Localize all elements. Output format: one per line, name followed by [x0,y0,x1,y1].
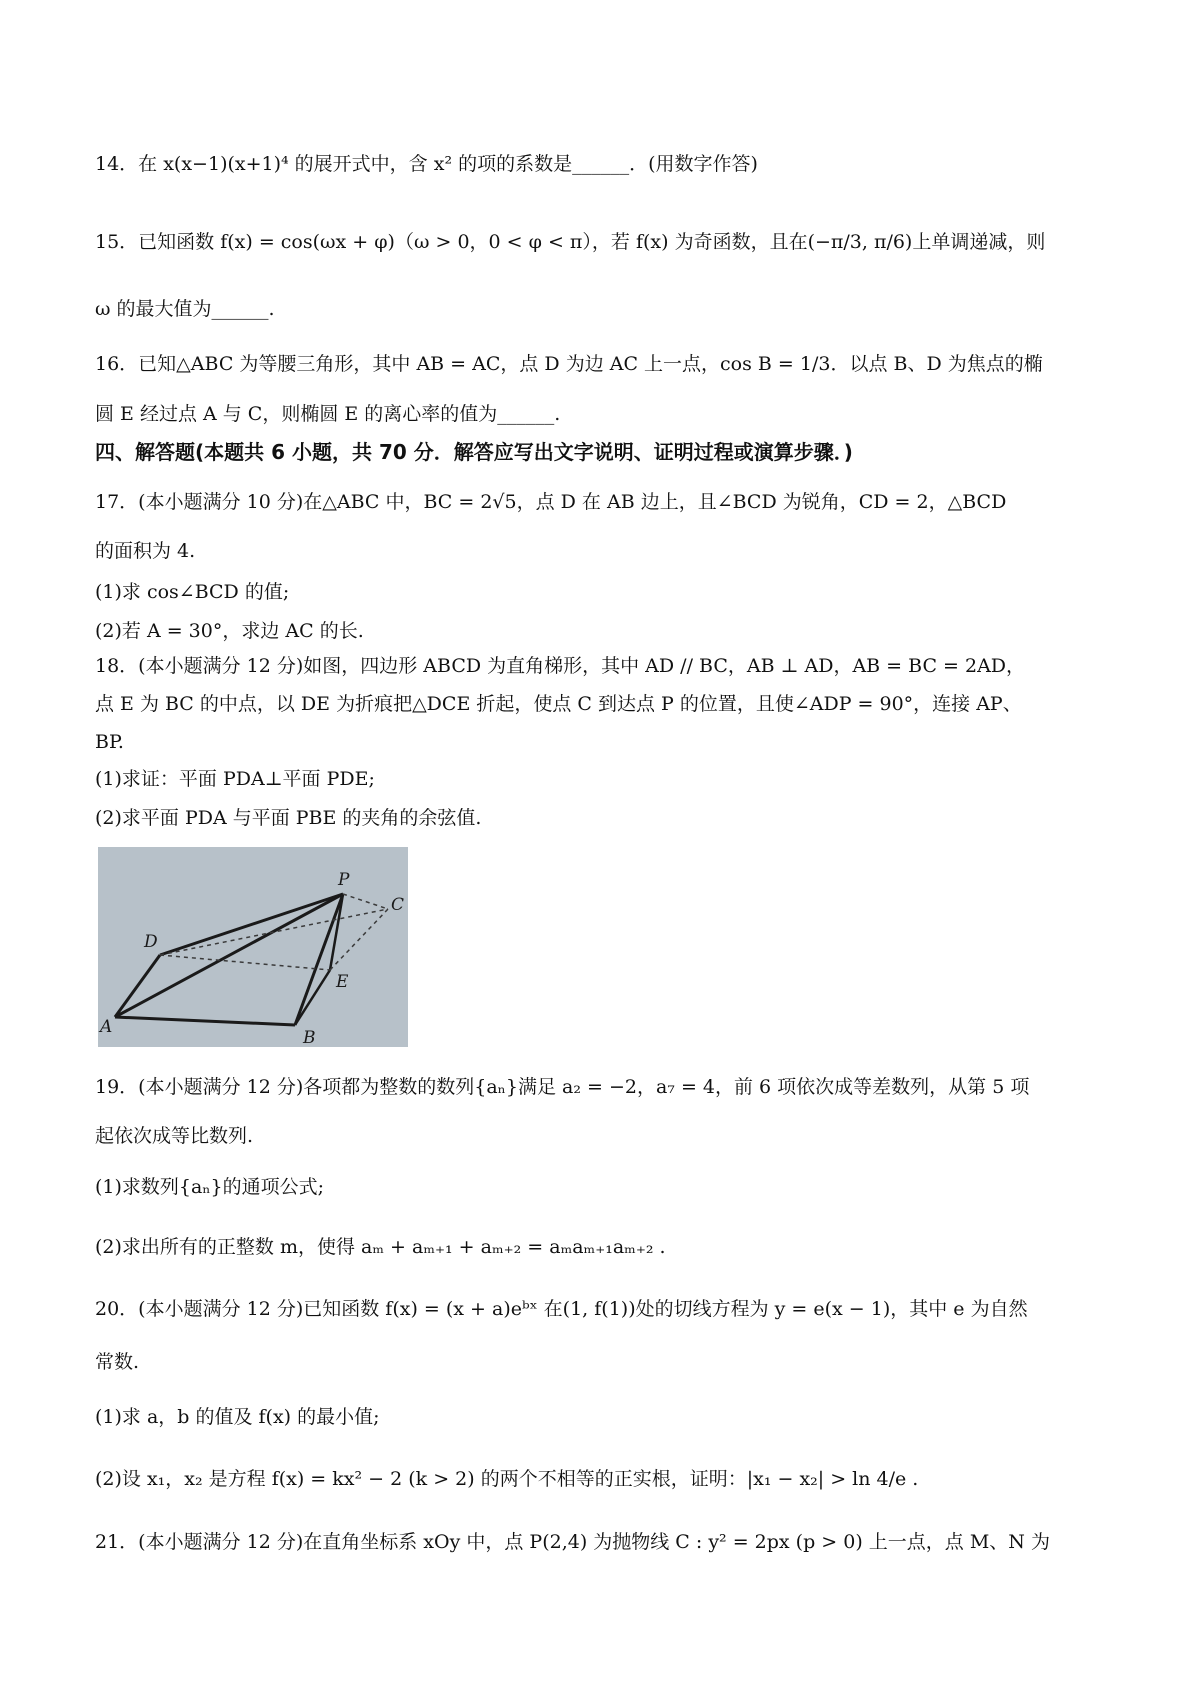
question-18-line2: 点 E 为 BC 的中点，以 DE 为折痕把△DCE 折起，使点 C 到达点 P 的位置，且使∠ADP = 90°，连接 AP、 [95,693,1022,715]
question-17-part1: (1)求 cos∠BCD 的值; [95,581,290,603]
label-P: P [338,870,350,890]
question-21-line1: 21．(本小题满分 12 分)在直角坐标系 xOy 中，点 P(2,4) 为抛物线 C : y² = 2px (p > 0) 上一点，点 M、N 为 [95,1531,1050,1553]
section-4-heading: 四、解答题(本题共 6 小题，共 70 分．解答应写出文字说明、证明过程或演算步骤．) [95,440,853,464]
geometry-figure [98,847,408,1047]
question-15-line2: ω 的最大值为______. [95,298,275,320]
question-15-line1: 15．已知函数 f(x) = cos(ωx + φ)（ω > 0，0 < φ < π），若 f(x) 为奇函数，且在(−π/3, π/6)上单调递减，则 [95,231,1046,253]
label-D: D [144,932,158,952]
question-17-line1: 17．(本小题满分 10 分)在△ABC 中，BC = 2√5，点 D 在 AB 边上，且∠BCD 为锐角，CD = 2，△BCD [95,491,1007,513]
question-19-line2: 起依次成等比数列. [95,1125,254,1147]
edge-AP [115,894,343,1017]
question-17-line2: 的面积为 4. [95,540,196,562]
edge-DP [160,894,343,955]
label-A: A [100,1017,113,1037]
question-16-line2: 圆 E 经过点 A 与 C，则椭圆 E 的离心率的值为______. [95,403,561,425]
label-C: C [391,895,405,915]
question-17-part2: (2)若 A = 30°，求边 AC 的长. [95,620,364,642]
pyramid-diagram [98,847,408,1047]
edge-PC [343,894,388,909]
question-18-line3: BP. [95,731,124,753]
edge-AD [115,955,160,1017]
edge-PB [295,894,343,1025]
label-E: E [336,972,349,992]
question-16-line1: 16．已知△ABC 为等腰三角形，其中 AB = AC，点 D 为边 AC 上一点，cos B = 1/3．以点 B、D 为焦点的椭 [95,353,1043,375]
question-18-part1: (1)求证：平面 PDA⊥平面 PDE; [95,768,375,790]
question-19-line1: 19．(本小题满分 12 分)各项都为整数的数列{aₙ}满足 a₂ = −2，a₇ = 4，前 6 项依次成等差数列，从第 5 项 [95,1076,1030,1098]
question-18-part2: (2)求平面 PDA 与平面 PBE 的夹角的余弦值. [95,807,482,829]
question-20-part1: (1)求 a，b 的值及 f(x) 的最小值; [95,1406,380,1428]
edge-AB [115,1017,295,1025]
question-14: 14．在 x(x−1)(x+1)⁴ 的展开式中，含 x² 的项的系数是______．(用数字作答) [95,153,758,175]
question-20-line2: 常数. [95,1351,140,1373]
edge-PE [330,894,343,970]
question-20-line1: 20．(本小题满分 12 分)已知函数 f(x) = (x + a)eᵇˣ 在(1, f(1))处的切线方程为 y = e(x − 1)，其中 e 为自然 [95,1298,1028,1320]
question-19-part1: (1)求数列{aₙ}的通项公式; [95,1176,325,1198]
label-B: B [303,1028,316,1047]
question-19-part2: (2)求出所有的正整数 m，使得 aₘ + aₘ₊₁ + aₘ₊₂ = aₘaₘ₊₁aₘ₊₂ . [95,1236,666,1258]
question-18-line1: 18．(本小题满分 12 分)如图，四边形 ABCD 为直角梯形，其中 AD // BC，AB ⊥ AD，AB = BC = 2AD， [95,655,1026,677]
edge-DE [160,955,330,970]
question-20-part2: (2)设 x₁，x₂ 是方程 f(x) = kx² − 2 (k > 2) 的两个不相等的正实根，证明：|x₁ − x₂| > ln 4/e . [95,1468,919,1490]
